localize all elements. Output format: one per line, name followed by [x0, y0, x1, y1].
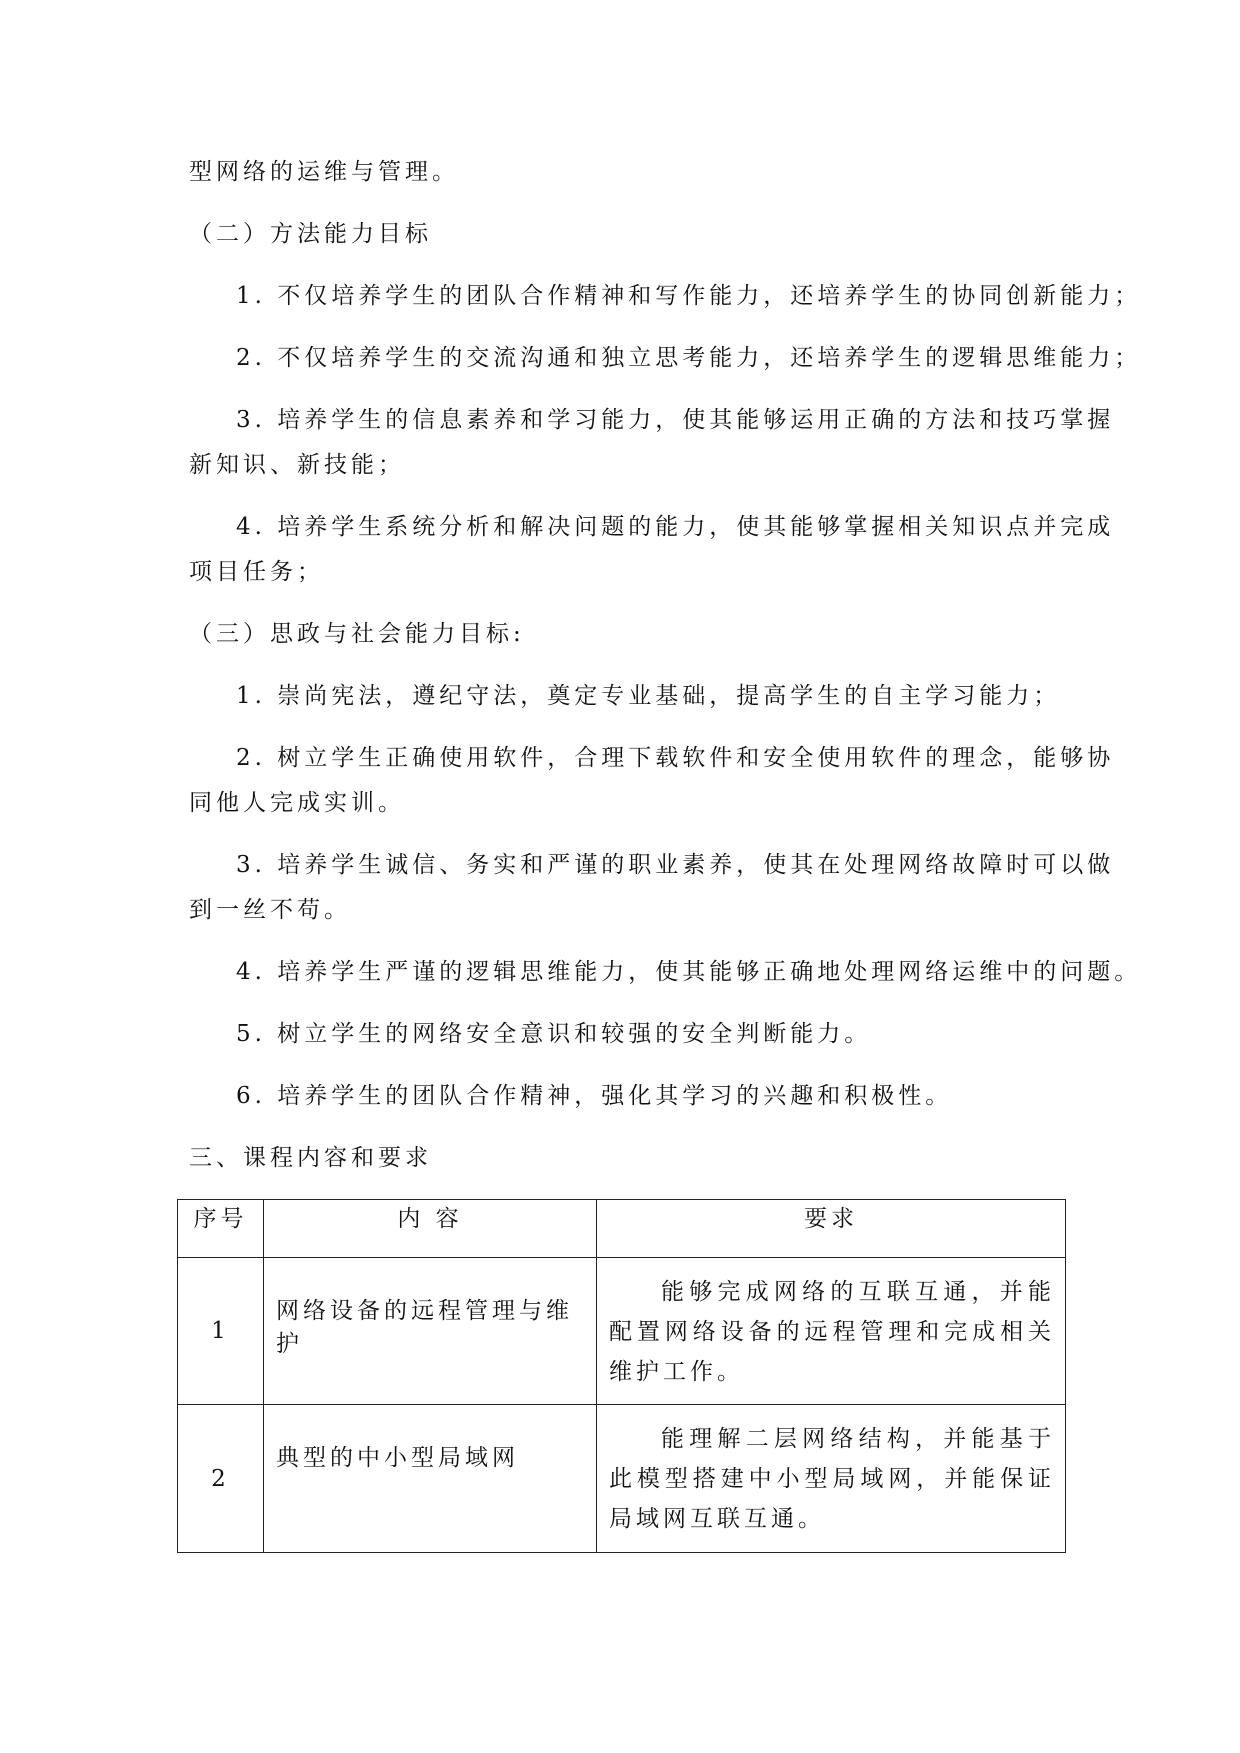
header-requirement: 要求	[597, 1200, 1066, 1258]
course-content-table	[177, 1199, 1066, 1553]
list-item-continuation: 到一丝不苟。	[189, 897, 351, 923]
row-number: 2	[178, 1405, 264, 1553]
list-item: 6. 培养学生的团队合作精神，强化其学习的兴趣和积极性。	[236, 1083, 953, 1109]
table-header-row	[178, 1200, 1066, 1258]
list-item: 3. 培养学生诚信、务实和严谨的职业素养，使其在处理网络故障时可以做	[236, 852, 1115, 878]
row-requirement: 能够完成网络的互联互通，并能配置网络设备的远程管理和完成相关维护工作。	[597, 1258, 1066, 1405]
paragraph-line: 型网络的运维与管理。	[189, 159, 459, 185]
list-item: 4. 培养学生系统分析和解决问题的能力，使其能够掌握相关知识点并完成	[236, 514, 1115, 540]
list-item: 4. 培养学生严谨的逻辑思维能力，使其能够正确地处理网络运维中的问题。	[236, 959, 1142, 985]
table-row	[178, 1258, 1066, 1405]
list-item-continuation: 项目任务；	[189, 559, 324, 585]
header-content: 内 容	[264, 1200, 597, 1258]
list-item-continuation: 新知识、新技能；	[189, 452, 405, 478]
section-heading: （三）思政与社会能力目标:	[189, 621, 525, 647]
row-number: 1	[178, 1258, 264, 1405]
list-item: 3. 培养学生的信息素养和学习能力，使其能够运用正确的方法和技巧掌握	[236, 407, 1115, 433]
list-item: 1. 崇尚宪法，遵纪守法，奠定专业基础，提高学生的自主学习能力；	[236, 683, 1061, 709]
section-heading: （二）方法能力目标	[189, 221, 432, 247]
list-item: 2. 不仅培养学生的交流沟通和独立思考能力，还培养学生的逻辑思维能力；	[236, 345, 1142, 371]
section-heading: 三、课程内容和要求	[189, 1145, 432, 1171]
list-item: 1. 不仅培养学生的团队合作精神和写作能力，还培养学生的协同创新能力；	[236, 283, 1142, 309]
list-item: 5. 树立学生的网络安全意识和较强的安全判断能力。	[236, 1021, 872, 1047]
table-row	[178, 1405, 1066, 1553]
row-requirement: 能理解二层网络结构，并能基于此模型搭建中小型局域网，并能保证局域网互联互通。	[597, 1405, 1066, 1553]
row-content: 网络设备的远程管理与维护	[264, 1258, 597, 1405]
header-number: 序号	[178, 1200, 264, 1258]
list-item: 2. 树立学生正确使用软件，合理下载软件和安全使用软件的理念，能够协	[236, 745, 1115, 771]
row-content: 典型的中小型局域网	[264, 1405, 597, 1553]
list-item-continuation: 同他人完成实训。	[189, 790, 405, 816]
